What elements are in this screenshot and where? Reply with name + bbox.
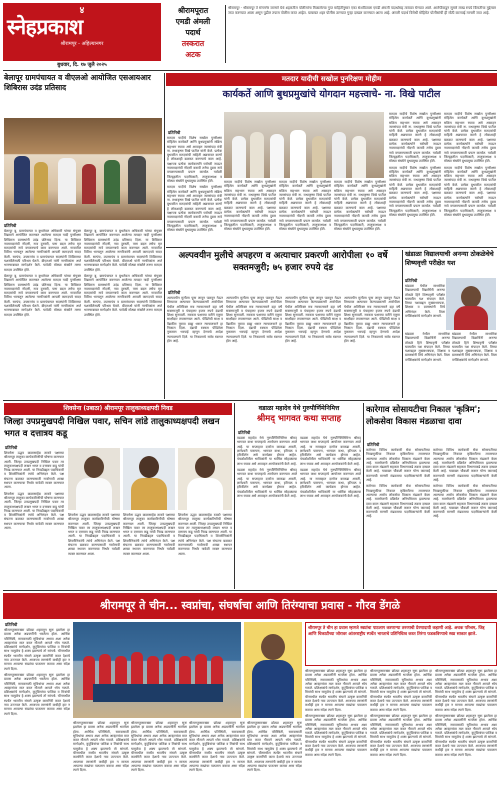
vadala-kicker: वडाळा महादेव येथे गुरुपौर्णिमेनिमित्त [258, 405, 340, 412]
newspaper-name: स्नेहप्रकाश [7, 15, 83, 39]
vikhe-body-col2: मतदार यादीचे विशेष सखोल पुनरीक्षण मोहिमेत कार्यकर्ते आणि बुथप्रमुखांनी सक्रिय सहभाग घ्यावा असे आवाहन जलसंपदा मंत्री ना. राधाकृष्ण विखे पाटील यांनी केले. प्रत्येक बुथवरील मतदारांची माहिती अद्ययावत करणे हे लोकशाही बळकट करण्याचे काम आहे. पक्षाच्या प्रत्येक कार्यकर्त्याने घरोघरी जाऊन नवमतदारांची नोंदणी करावी तसेच दुबार नावे वगळण्यासाठी प्रयत्न करावेत. यावेळी जिल्ह्यातील पदाधिकारी, तालुकाध्यक्ष व मोठ्या संख्येने बुथप्रमुख उपस्थित होते. [224, 180, 276, 232]
karegaon-body-col2: कारेगाव विविध कार्यकारी सेवा सोसायटीच्या निवडणुकीचा निकाल कृत्रिमरीत्या लावण्यात आल्याचा आरोप लोकसेवा विकास मंडळाने केला आहे. मतमोजणी प्रक्रियेत अनियमितता झाल्याचा दावा करत मंडळाने सहकार विभागाकडे तक्रार दाखल केली आहे. याबाबत चौकशी करून योग्य कारवाई करण्याची मागणी मंडळाच्या पदाधिकाऱ्यांनी केली आहे. कारेगाव विविध कार्यकारी सेवा सोसायटीच्या निवडणुकीचा निकाल कृत्रिमरीत्या लावण्यात आल्याचा आरोप लोकसेवा विकास मंडळाने केला आहे. मतमोजणी प्रक्रियेत अनियमितता झाल्याचा दावा करत मंडळाने सहकार विभागाकडे तक्रार दाखल केली आहे. याबाबत चौकशी करून योग्य कारवाई करण्याची मागणी मंडळाच्या पदाधिकाऱ्यांनी केली आहे. [433, 448, 497, 519]
belapur-tag: प्रतिनिधी [4, 223, 17, 228]
shivsena-banner: शिवसेना (उबाठा) श्रीरामपूर तालुकाध्यक्षपदी निवड [4, 403, 232, 415]
feature-banner [3, 593, 497, 619]
masthead [3, 3, 161, 61]
shivsena-photo-3 [178, 448, 232, 510]
date-line: बुधवार, दि. १७ जुलै २०२५ [57, 62, 107, 68]
feature-callout: श्रीरामपूर ते चीन हा प्रवास म्हणजे स्वप्नांचा पाठलाग करणाऱ्या तरुणाची प्रेरणादायी कहाणी आहे. अथक परिश्रम, जिद्द आणि चिकाटीच्या जोरावर आंतरराष्ट्रीय स्पर्धेत भारताचे प्रतिनिधित्व करत तिरंगा फडकविण्याचे स्वप्न साकार झाले. [305, 622, 497, 666]
issue-number: ४ [79, 6, 85, 16]
vikhe-headline: कार्यकर्ते आणि बुथप्रमुखांचे योगदान महत्त्वाचे- ना. विखे पाटील [222, 89, 441, 100]
feature-headline: श्रीरामपूर ते चीन... स्वप्नांचा, संघर्षाचा आणि तिरंग्याचा प्रवास - गौरव डेंगळे [100, 599, 400, 612]
khandala-photo [446, 278, 496, 330]
feature-body-col5: श्रीरामपूरसारख्या छोट्या शहरातून सुरू झालेला हा प्रवास अनेक अडचणींनी भरलेला होता. आर्थिक परिस्थिती, सरावासाठी सुविधांचा अभाव अशा अनेक आव्हानांवर मात करत गौरवने आपले ध्येय गाठले. प्रशिक्षकांचे मार्गदर्शन, कुटुंबियांचा पाठिंबा व मित्रांची साथ यामुळेच हे शक्य झाल्याचे तो सांगतो. चीनमधील स्पर्धेत भारतीय संघाने उत्कृष्ट कामगिरी करत देशाचे नाव उज्ज्वल केले. आजच्या तरुणांनी कधीही हार न मानता आपल्या स्वप्नांचा पाठलाग करावा असा संदेश त्याने दिला. [247, 721, 302, 773]
belapur-photo [4, 118, 162, 220]
feature-body-col2: श्रीरामपूरसारख्या छोट्या शहरातून सुरू झालेला हा प्रवास अनेक अडचणींनी भरलेला होता. आर्थिक परिस्थिती, सरावासाठी सुविधांचा अभाव अशा अनेक आव्हानांवर मात करत गौरवने आपले ध्येय गाठले. प्रशिक्षकांचे मार्गदर्शन, कुटुंबियांचा पाठिंबा व मित्रांची साथ यामुळेच हे शक्य झाल्याचे तो सांगतो. चीनमधील स्पर्धेत भारतीय संघाने उत्कृष्ट कामगिरी करत देशाचे नाव उज्ज्वल केले. आजच्या तरुणांनी कधीही हार न मानता आपल्या स्वप्नांचा पाठलाग करावा असा संदेश त्याने दिला. [73, 721, 129, 773]
shivsena-body-col1: शिवसेना उद्धव बाळासाहेब ठाकरे पक्षाच्या श्रीरामपूर तालुका कार्यकारिणीची घोषणा करण्यात आली. जिल्हा उपप्रमुखपदी निखिल पवार तर तालुकाध्यक्षपदी लखन भगत व दत्तात्रय कडू यांची निवड करण्यात आली. या निवडीबद्दल पदाधिकारी व शिवसैनिकांनी त्यांचे अभिनंदन केले. पक्ष संघटना बळकट करण्यासाठी गावोगावी शाखा स्थापन करण्याचा निर्धार यावेळी व्यक्त करण्यात आला. शिवसेना उद्धव बाळासाहेब ठाकरे पक्षाच्या श्रीरामपूर तालुका कार्यकारिणीची घोषणा करण्यात आली. जिल्हा उपप्रमुखपदी निखिल पवार तर तालुकाध्यक्षपदी लखन भगत व दत्तात्रय कडू यांची निवड करण्यात आली. या निवडीबद्दल पदाधिकारी व शिवसैनिकांनी त्यांचे अभिनंदन केले. पक्ष संघटना बळकट करण्यासाठी गावोगावी शाखा स्थापन करण्याचा निर्धार यावेळी व्यक्त करण्यात आला. [4, 451, 64, 531]
teaser-line-2: एमडी अंमली [175, 17, 211, 26]
shivsena-photo-2 [123, 448, 175, 510]
khandala-headline: खंडाळा विद्यालयाची अनन्या ठोकळेचेचे शिष्यवृत्ती परीक्षेत यश [405, 250, 494, 267]
karegaon-headline: कारेगाव सोसायटीचा निकाल 'कृत्रिम'; लोकसेवा विकास मंडळाचा दावा [366, 404, 481, 426]
shivsena-photo-1 [68, 448, 120, 510]
shivsena-headline: जिल्हा उपप्रमुखपदी निखिल पवार, सचिन लांडे तालुकाध्यक्षपदी लखन भगत व दत्तात्रय कडू [4, 417, 220, 439]
vikhe-body-col5: मतदार यादीचे विशेष सखोल पुनरीक्षण मोहिमेत कार्यकर्ते आणि बुथप्रमुखांनी सक्रिय सहभाग घ्यावा असे आवाहन जलसंपदा मंत्री ना. राधाकृष्ण विखे पाटील यांनी केले. प्रत्येक बुथवरील मतदारांची माहिती अद्ययावत करणे हे लोकशाही बळकट करण्याचे काम आहे. पक्षाच्या प्रत्येक कार्यकर्त्याने घरोघरी जाऊन नवमतदारांची नोंदणी करावी तसेच दुबार नावे वगळण्यासाठी प्रयत्न करावेत. यावेळी जिल्ह्यातील पदाधिकारी, तालुकाध्यक्ष व मोठ्या संख्येने बुथप्रमुख उपस्थित होते. मतदार यादीचे विशेष सखोल पुनरीक्षण मोहिमेत कार्यकर्ते आणि बुथप्रमुखांनी सक्रिय सहभाग घ्यावा असे आवाहन जलसंपदा मंत्री ना. राधाकृष्ण विखे पाटील यांनी केले. प्रत्येक बुथवरील मतदारांची माहिती अद्ययावत करणे हे लोकशाही बळकट करण्याचे काम आहे. पक्षाच्या प्रत्येक कार्यकर्त्याने घरोघरी जाऊन नवमतदारांची नोंदणी करावी तसेच दुबार नावे वगळण्यासाठी प्रयत्न करावेत. यावेळी जिल्ह्यातील पदाधिकारी, तालुकाध्यक्ष व मोठ्या संख्येने बुथप्रमुख उपस्थित होते. [389, 112, 441, 217]
feature-body-col1: श्रीरामपूरसारख्या छोट्या शहरातून सुरू झालेला हा प्रवास अनेक अडचणींनी भरलेला होता. आर्थिक परिस्थिती, सरावासाठी सुविधांचा अभाव अशा अनेक आव्हानांवर मात करत गौरवने आपले ध्येय गाठले. प्रशिक्षकांचे मार्गदर्शन, कुटुंबियांचा पाठिंबा व मित्रांची साथ यामुळेच हे शक्य झाल्याचे तो सांगतो. चीनमधील स्पर्धेत भारतीय संघाने उत्कृष्ट कामगिरी करत देशाचे नाव उज्ज्वल केले. आजच्या तरुणांनी कधीही हार न मानता आपल्या स्वप्नांचा पाठलाग करावा असा संदेश त्याने दिला. श्रीरामपूरसारख्या छोट्या शहरातून सुरू झालेला हा प्रवास अनेक अडचणींनी भरलेला होता. आर्थिक परिस्थिती, सरावासाठी सुविधांचा अभाव अशा अनेक आव्हानांवर मात करत गौरवने आपले ध्येय गाठले. प्रशिक्षकांचे मार्गदर्शन, कुटुंबियांचा पाठिंबा व मित्रांची साथ यामुळेच हे शक्य झाल्याचे तो सांगतो. चीनमधील स्पर्धेत भारतीय संघाने उत्कृष्ट कामगिरी करत देशाचे नाव उज्ज्वल केले. आजच्या तरुणांनी कधीही हार न मानता आपल्या स्वप्नांचा पाठलाग करावा असा संदेश त्याने दिला. [4, 628, 70, 716]
feature-body-col8: श्रीरामपूरसारख्या छोट्या शहरातून सुरू झालेला हा प्रवास अनेक अडचणींनी भरलेला होता. आर्थिक परिस्थिती, सरावासाठी सुविधांचा अभाव अशा अनेक आव्हानांवर मात करत गौरवने आपले ध्येय गाठले. प्रशिक्षकांचे मार्गदर्शन, कुटुंबियांचा पाठिंबा व मित्रांची साथ यामुळेच हे शक्य झाल्याचे तो सांगतो. चीनमधील स्पर्धेत भारतीय संघाने उत्कृष्ट कामगिरी करत देशाचे नाव उज्ज्वल केले. आजच्या तरुणांनी कधीही हार न मानता आपल्या स्वप्नांचा पाठलाग करावा असा संदेश त्याने दिला. श्रीरामपूरसारख्या छोट्या शहरातून सुरू झालेला हा प्रवास अनेक अडचणींनी भरलेला होता. आर्थिक परिस्थिती, सरावासाठी सुविधांचा अभाव अशा अनेक आव्हानांवर मात करत गौरवने आपले ध्येय गाठले. प्रशिक्षकांचे मार्गदर्शन, कुटुंबियांचा पाठिंबा व मित्रांची साथ यामुळेच हे शक्य झाल्याचे तो सांगतो. चीनमधील स्पर्धेत भारतीय संघाने उत्कृष्ट कामगिरी करत देशाचे नाव उज्ज्वल केले. आजच्या तरुणांनी कधीही हार न मानता आपल्या स्वप्नांचा पाठलाग करावा असा संदेश त्याने दिला. [435, 669, 497, 757]
vikhe-photo [224, 112, 384, 178]
shivsena-body-col4: शिवसेना उद्धव बाळासाहेब ठाकरे पक्षाच्या श्रीरामपूर तालुका कार्यकारिणीची घोषणा करण्यात आली. जिल्हा उपप्रमुखपदी निखिल पवार तर तालुकाध्यक्षपदी लखन भगत व दत्तात्रय कडू यांची निवड करण्यात आली. या निवडीबद्दल पदाधिकारी व शिवसैनिकांनी त्यांचे अभिनंदन केले. पक्ष संघटना बळकट करण्यासाठी गावोगावी शाखा स्थापन करण्याचा निर्धार यावेळी व्यक्त करण्यात आला. [178, 513, 232, 556]
khandala-body-col2: खंडाळा येथील माध्यमिक विद्यालयाची विद्यार्थिनी अनन्या ठोकळे हिने शिष्यवृत्ती परीक्षेत घवघवीत यश संपादन केले. तिच्या यशाबद्दल मुख्याध्यापक, शिक्षक व ग्रामस्थांनी तिचे अभिनंदन केले. तिला वर्गशिक्षकांचे मार्गदर्शन लाभले. [405, 332, 450, 362]
crime-headline: अल्पवयीन मुलीचे अपहरण व अत्याचार प्रकरणी आरोपीला १० वर्षे सक्तमजुरी; ७५ हजार रुपये दंड [178, 251, 388, 273]
crime-body-col3: अल्पवयीन मुलीला फूस लावून पळवून नेऊन तिच्यावर अत्याचार केल्याप्रकरणी आरोपीला येथील अतिरिक्त सत्र न्यायालयाने दहा वर्षे सक्तमजुरी व पंचाहत्तर हजार रुपये दंडाची शिक्षा सुनावली. सरकार पक्षाच्या वतीने एकूण साक्षीदार तपासण्यात आले. पीडितेची साक्ष व वैद्यकीय पुरावा ग्राह्य धरून न्यायालयाने हा निकाल दिला. दंडाची रक्कम पीडितेला नुकसान भरपाई म्हणून देण्याचे आदेश न्यायालयाने दिले. या निकालाचे सर्वत्र स्वागत होत आहे. [285, 296, 341, 343]
feature-body-col3: श्रीरामपूरसारख्या छोट्या शहरातून सुरू झालेला हा प्रवास अनेक अडचणींनी भरलेला होता. आर्थिक परिस्थिती, सरावासाठी सुविधांचा अभाव अशा अनेक आव्हानांवर मात करत गौरवने आपले ध्येय गाठले. प्रशिक्षकांचे मार्गदर्शन, कुटुंबियांचा पाठिंबा व मित्रांची साथ यामुळेच हे शक्य झाल्याचे तो सांगतो. चीनमधील स्पर्धेत भारतीय संघाने उत्कृष्ट कामगिरी करत देशाचे नाव उज्ज्वल केले. आजच्या तरुणांनी कधीही हार न मानता आपल्या स्वप्नांचा पाठलाग करावा असा संदेश त्याने दिला. [131, 721, 187, 773]
feature-team-photo [73, 622, 241, 718]
khandala-tag: प्रतिनिधी [405, 278, 418, 283]
vikhe-body-col3: मतदार यादीचे विशेष सखोल पुनरीक्षण मोहिमेत कार्यकर्ते आणि बुथप्रमुखांनी सक्रिय सहभाग घ्यावा असे आवाहन जलसंपदा मंत्री ना. राधाकृष्ण विखे पाटील यांनी केले. प्रत्येक बुथवरील मतदारांची माहिती अद्ययावत करणे हे लोकशाही बळकट करण्याचे काम आहे. पक्षाच्या प्रत्येक कार्यकर्त्याने घरोघरी जाऊन नवमतदारांची नोंदणी करावी तसेच दुबार नावे वगळण्यासाठी प्रयत्न करावेत. यावेळी जिल्ह्यातील पदाधिकारी, तालुकाध्यक्ष व मोठ्या संख्येने बुथप्रमुख उपस्थित होते. [279, 180, 331, 232]
vadala-tag: प्रतिनिधी [238, 430, 251, 435]
shivsena-body-col3: शिवसेना उद्धव बाळासाहेब ठाकरे पक्षाच्या श्रीरामपूर तालुका कार्यकारिणीची घोषणा करण्यात आली. जिल्हा उपप्रमुखपदी निखिल पवार तर तालुकाध्यक्षपदी लखन भगत व दत्तात्रय कडू यांची निवड करण्यात आली. या निवडीबद्दल पदाधिकारी व शिवसैनिकांनी त्यांचे अभिनंदन केले. पक्ष संघटना बळकट करण्यासाठी गावोगावी शाखा स्थापन करण्याचा निर्धार यावेळी व्यक्त करण्यात आला. [123, 513, 175, 556]
vadala-body-col1: वडाळा महादेव येथे गुरुपौर्णिमेनिमित्त श्रीमद्‌ भागवत कथा सप्ताहाचे आयोजन करण्यात आले आहे. या सप्ताहात दररोज काकडा आरती, ज्ञानेश्वरी पारायण, भागवत कथा, हरिपाठ व हरिकीर्तन असे कार्यक्रम होणार आहेत. पंचक्रोशीतील भाविकांनी या धार्मिक सोहळ्याचा लाभ घ्यावा असे आवाहन आयोजकांनी केले आहे. वडाळा महादेव येथे गुरुपौर्णिमेनिमित्त श्रीमद्‌ भागवत कथा सप्ताहाचे आयोजन करण्यात आले आहे. या सप्ताहात दररोज काकडा आरती, ज्ञानेश्वरी पारायण, भागवत कथा, हरिपाठ व हरिकीर्तन असे कार्यक्रम होणार आहेत. पंचक्रोशीतील भाविकांनी या धार्मिक सोहळ्याचा लाभ घ्यावा असे आवाहन आयोजकांनी केले आहे. [237, 436, 297, 498]
teaser-line-5: अटक [185, 50, 201, 59]
karegaon-tag: प्रतिनिधी [367, 442, 380, 447]
feature-body-col4: श्रीरामपूरसारख्या छोट्या शहरातून सुरू झालेला हा प्रवास अनेक अडचणींनी भरलेला होता. आर्थिक परिस्थिती, सरावासाठी सुविधांचा अभाव अशा अनेक आव्हानांवर मात करत गौरवने आपले ध्येय गाठले. प्रशिक्षकांचे मार्गदर्शन, कुटुंबियांचा पाठिंबा व मित्रांची साथ यामुळेच हे शक्य झाल्याचे तो सांगतो. चीनमधील स्पर्धेत भारतीय संघाने उत्कृष्ट कामगिरी करत देशाचे नाव उज्ज्वल केले. आजच्या तरुणांनी कधीही हार न मानता आपल्या स्वप्नांचा पाठलाग करावा असा संदेश त्याने दिला. [189, 721, 245, 773]
feature-tag: प्रतिनिधी [5, 622, 18, 627]
shivsena-tag: प्रतिनिधी [5, 445, 18, 450]
teaser-line-4: तस्करात [181, 39, 205, 48]
crime-body-col4: अल्पवयीन मुलीला फूस लावून पळवून नेऊन तिच्यावर अत्याचार केल्याप्रकरणी आरोपीला येथील अतिरिक्त सत्र न्यायालयाने दहा वर्षे सक्तमजुरी व पंचाहत्तर हजार रुपये दंडाची शिक्षा सुनावली. सरकार पक्षाच्या वतीने एकूण साक्षीदार तपासण्यात आले. पीडितेची साक्ष व वैद्यकीय पुरावा ग्राह्य धरून न्यायालयाने हा निकाल दिला. दंडाची रक्कम पीडितेला नुकसान भरपाई म्हणून देण्याचे आदेश न्यायालयाने दिले. या निकालाचे सर्वत्र स्वागत होत आहे. [344, 296, 400, 343]
belapur-body-col1: बेलापूर बु. ग्रामपंचायत व बुथलेवल अधिकारी यांच्या संयुक्त विद्यमाने आयोजित करण्यात आलेल्या मतदार यादी पुनरीक्षण शिबिरास ग्रामस्थांनी उदंड प्रतिसाद दिला. या शिबिरात नवमतदारांची नोंदणी, नाव दुरुस्ती, पत्ता बदल तसेच मृत मतदारांची नावे वगळण्याचे काम करण्यात आले. गावातील विविध भागातून आलेल्या नागरिकांनी आपली कागदपत्रे सादर केली. सरपंच, उपसरपंच व ग्रामपंचायत सदस्यांनी शिबिराच्या यशस्वीतेसाठी परिश्रम घेतले. बीएलओ यांनी नागरिकांना अर्ज भरण्याबाबत मार्गदर्शन केले. यावेळी मोठ्या संख्येने तरुण मतदार उपस्थित होते. बेलापूर बु. ग्रामपंचायत व बुथलेवल अधिकारी यांच्या संयुक्त विद्यमाने आयोजित करण्यात आलेल्या मतदार यादी पुनरीक्षण शिबिरास ग्रामस्थांनी उदंड प्रतिसाद दिला. या शिबिरात नवमतदारांची नोंदणी, नाव दुरुस्ती, पत्ता बदल तसेच मृत मतदारांची नावे वगळण्याचे काम करण्यात आले. गावातील विविध भागातून आलेल्या नागरिकांनी आपली कागदपत्रे सादर केली. सरपंच, उपसरपंच व ग्रामपंचायत सदस्यांनी शिबिराच्या यशस्वीतेसाठी परिश्रम घेतले. बीएलओ यांनी नागरिकांना अर्ज भरण्याबाबत मार्गदर्शन केले. यावेळी मोठ्या संख्येने तरुण मतदार उपस्थित होते. [4, 229, 81, 317]
belapur-body-col2: बेलापूर बु. ग्रामपंचायत व बुथलेवल अधिकारी यांच्या संयुक्त विद्यमाने आयोजित करण्यात आलेल्या मतदार यादी पुनरीक्षण शिबिरास ग्रामस्थांनी उदंड प्रतिसाद दिला. या शिबिरात नवमतदारांची नोंदणी, नाव दुरुस्ती, पत्ता बदल तसेच मृत मतदारांची नावे वगळण्याचे काम करण्यात आले. गावातील विविध भागातून आलेल्या नागरिकांनी आपली कागदपत्रे सादर केली. सरपंच, उपसरपंच व ग्रामपंचायत सदस्यांनी शिबिराच्या यशस्वीतेसाठी परिश्रम घेतले. बीएलओ यांनी नागरिकांना अर्ज भरण्याबाबत मार्गदर्शन केले. यावेळी मोठ्या संख्येने तरुण मतदार उपस्थित होते. बेलापूर बु. ग्रामपंचायत व बुथलेवल अधिकारी यांच्या संयुक्त विद्यमाने आयोजित करण्यात आलेल्या मतदार यादी पुनरीक्षण शिबिरास ग्रामस्थांनी उदंड प्रतिसाद दिला. या शिबिरात नवमतदारांची नोंदणी, नाव दुरुस्ती, पत्ता बदल तसेच मृत मतदारांची नावे वगळण्याचे काम करण्यात आले. गावातील विविध भागातून आलेल्या नागरिकांनी आपली कागदपत्रे सादर केली. सरपंच, उपसरपंच व ग्रामपंचायत सदस्यांनी शिबिराच्या यशस्वीतेसाठी परिश्रम घेतले. बीएलओ यांनी नागरिकांना अर्ज भरण्याबाबत मार्गदर्शन केले. यावेळी मोठ्या संख्येने तरुण मतदार उपस्थित होते. [84, 229, 162, 317]
shivsena-body-col2: शिवसेना उद्धव बाळासाहेब ठाकरे पक्षाच्या श्रीरामपूर तालुका कार्यकारिणीची घोषणा करण्यात आली. जिल्हा उपप्रमुखपदी निखिल पवार तर तालुकाध्यक्षपदी लखन भगत व दत्तात्रय कडू यांची निवड करण्यात आली. या निवडीबद्दल पदाधिकारी व शिवसैनिकांनी त्यांचे अभिनंदन केले. पक्ष संघटना बळकट करण्यासाठी गावोगावी शाखा स्थापन करण्याचा निर्धार यावेळी व्यक्त करण्यात आला. [68, 513, 120, 556]
teaser-body: श्रीरामपूर - श्रीरामपूर ते संगमनेर जाणारे येथे शहरातील पोलीसांना मिळालेल्या गुप्त माहितीनुसार एका संशयिताला एमडी अंमली पदार्थासह ताब्यात घेण्यात आले. आरोपीकडून सुमारे लाख रुपये किंमतीचा मुद्देमाल जप्त करण्यात आला असून पुढील तपास पोलीस करत आहेत. याबाबत शहर पोलीस ठाण्यात गुन्हा दाखल करण्यात आला आहे. अंमली पदार्थ विरोधी मोहिमेत पोलीसांची ही मोठी कारवाई मानली जात आहे. [228, 6, 496, 15]
masthead-subtitle: श्रीरामपूर - अहिल्यानगर [60, 41, 104, 47]
feature-body-col6: श्रीरामपूरसारख्या छोट्या शहरातून सुरू झालेला हा प्रवास अनेक अडचणींनी भरलेला होता. आर्थिक परिस्थिती, सरावासाठी सुविधांचा अभाव अशा अनेक आव्हानांवर मात करत गौरवने आपले ध्येय गाठले. प्रशिक्षकांचे मार्गदर्शन, कुटुंबियांचा पाठिंबा व मित्रांची साथ यामुळेच हे शक्य झाल्याचे तो सांगतो. चीनमधील स्पर्धेत भारतीय संघाने उत्कृष्ट कामगिरी करत देशाचे नाव उज्ज्वल केले. आजच्या तरुणांनी कधीही हार न मानता आपल्या स्वप्नांचा पाठलाग करावा असा संदेश त्याने दिला. श्रीरामपूरसारख्या छोट्या शहरातून सुरू झालेला हा प्रवास अनेक अडचणींनी भरलेला होता. आर्थिक परिस्थिती, सरावासाठी सुविधांचा अभाव अशा अनेक आव्हानांवर मात करत गौरवने आपले ध्येय गाठले. प्रशिक्षकांचे मार्गदर्शन, कुटुंबियांचा पाठिंबा व मित्रांची साथ यामुळेच हे शक्य झाल्याचे तो सांगतो. चीनमधील स्पर्धेत भारतीय संघाने उत्कृष्ट कामगिरी करत देशाचे नाव उज्ज्वल केले. आजच्या तरुणांनी कधीही हार न मानता आपल्या स्वप्नांचा पाठलाग करावा असा संदेश त्याने दिला. [305, 669, 367, 757]
crime-body-col2: अल्पवयीन मुलीला फूस लावून पळवून नेऊन तिच्यावर अत्याचार केल्याप्रकरणी आरोपीला येथील अतिरिक्त सत्र न्यायालयाने दहा वर्षे सक्तमजुरी व पंचाहत्तर हजार रुपये दंडाची शिक्षा सुनावली. सरकार पक्षाच्या वतीने एकूण साक्षीदार तपासण्यात आले. पीडितेची साक्ष व वैद्यकीय पुरावा ग्राह्य धरून न्यायालयाने हा निकाल दिला. दंडाची रक्कम पीडितेला नुकसान भरपाई म्हणून देण्याचे आदेश न्यायालयाने दिले. या निकालाचे सर्वत्र स्वागत होत आहे. [226, 296, 282, 343]
karegaon-body-col1: कारेगाव विविध कार्यकारी सेवा सोसायटीच्या निवडणुकीचा निकाल कृत्रिमरीत्या लावण्यात आल्याचा आरोप लोकसेवा विकास मंडळाने केला आहे. मतमोजणी प्रक्रियेत अनियमितता झाल्याचा दावा करत मंडळाने सहकार विभागाकडे तक्रार दाखल केली आहे. याबाबत चौकशी करून योग्य कारवाई करण्याची मागणी मंडळाच्या पदाधिकाऱ्यांनी केली आहे. कारेगाव विविध कार्यकारी सेवा सोसायटीच्या निवडणुकीचा निकाल कृत्रिमरीत्या लावण्यात आल्याचा आरोप लोकसेवा विकास मंडळाने केला आहे. मतमोजणी प्रक्रियेत अनियमितता झाल्याचा दावा करत मंडळाने सहकार विभागाकडे तक्रार दाखल केली आहे. याबाबत चौकशी करून योग्य कारवाई करण्याची मागणी मंडळाच्या पदाधिकाऱ्यांनी केली आहे. [366, 448, 430, 519]
khandala-body-col1: खंडाळा येथील माध्यमिक विद्यालयाची विद्यार्थिनी अनन्या ठोकळे हिने शिष्यवृत्ती परीक्षेत घवघवीत यश संपादन केले. तिच्या यशाबद्दल मुख्याध्यापक, शिक्षक व ग्रामस्थांनी तिचे अभिनंदन केले. तिला वर्गशिक्षकांचे मार्गदर्शन लाभले. [405, 284, 445, 319]
vikhe-kicker: मतदार यादीची सखोल पुनरिक्षण मोहीम [166, 73, 497, 86]
vadala-headline: श्रीमद्‌ भागवत कथा सप्ताह [256, 414, 342, 424]
crime-tag: प्रतिनिधी [168, 290, 181, 295]
khandala-body-col3: खंडाळा येथील माध्यमिक विद्यालयाची विद्यार्थिनी अनन्या ठोकळे हिने शिष्यवृत्ती परीक्षेत घवघवीत यश संपादन केले. तिच्या यशाबद्दल मुख्याध्यापक, शिक्षक व ग्रामस्थांनी तिचे अभिनंदन केले. तिला वर्गशिक्षकांचे मार्गदर्शन लाभले. [452, 332, 497, 362]
crime-body-col1: अल्पवयीन मुलीला फूस लावून पळवून नेऊन तिच्यावर अत्याचार केल्याप्रकरणी आरोपीला येथील अतिरिक्त सत्र न्यायालयाने दहा वर्षे सक्तमजुरी व पंचाहत्तर हजार रुपये दंडाची शिक्षा सुनावली. सरकार पक्षाच्या वतीने एकूण साक्षीदार तपासण्यात आले. पीडितेची साक्ष व वैद्यकीय पुरावा ग्राह्य धरून न्यायालयाने हा निकाल दिला. दंडाची रक्कम पीडितेला नुकसान भरपाई म्हणून देण्याचे आदेश न्यायालयाने दिले. या निकालाचे सर्वत्र स्वागत होत आहे. [167, 296, 223, 343]
vikhe-body-col4: मतदार यादीचे विशेष सखोल पुनरीक्षण मोहिमेत कार्यकर्ते आणि बुथप्रमुखांनी सक्रिय सहभाग घ्यावा असे आवाहन जलसंपदा मंत्री ना. राधाकृष्ण विखे पाटील यांनी केले. प्रत्येक बुथवरील मतदारांची माहिती अद्ययावत करणे हे लोकशाही बळकट करण्याचे काम आहे. पक्षाच्या प्रत्येक कार्यकर्त्याने घरोघरी जाऊन नवमतदारांची नोंदणी करावी तसेच दुबार नावे वगळण्यासाठी प्रयत्न करावेत. यावेळी जिल्ह्यातील पदाधिकारी, तालुकाध्यक्ष व मोठ्या संख्येने बुथप्रमुख उपस्थित होते. [334, 180, 386, 232]
vikhe-body-col6: मतदार यादीचे विशेष सखोल पुनरीक्षण मोहिमेत कार्यकर्ते आणि बुथप्रमुखांनी सक्रिय सहभाग घ्यावा असे आवाहन जलसंपदा मंत्री ना. राधाकृष्ण विखे पाटील यांनी केले. प्रत्येक बुथवरील मतदारांची माहिती अद्ययावत करणे हे लोकशाही बळकट करण्याचे काम आहे. पक्षाच्या प्रत्येक कार्यकर्त्याने घरोघरी जाऊन नवमतदारांची नोंदणी करावी तसेच दुबार नावे वगळण्यासाठी प्रयत्न करावेत. यावेळी जिल्ह्यातील पदाधिकारी, तालुकाध्यक्ष व मोठ्या संख्येने बुथप्रमुख उपस्थित होते. मतदार यादीचे विशेष सखोल पुनरीक्षण मोहिमेत कार्यकर्ते आणि बुथप्रमुखांनी सक्रिय सहभाग घ्यावा असे आवाहन जलसंपदा मंत्री ना. राधाकृष्ण विखे पाटील यांनी केले. प्रत्येक बुथवरील मतदारांची माहिती अद्ययावत करणे हे लोकशाही बळकट करण्याचे काम आहे. पक्षाच्या प्रत्येक कार्यकर्त्याने घरोघरी जाऊन नवमतदारांची नोंदणी करावी तसेच दुबार नावे वगळण्यासाठी प्रयत्न करावेत. यावेळी जिल्ह्यातील पदाधिकारी, तालुकाध्यक्ष व मोठ्या संख्येने बुथप्रमुख उपस्थित होते. [444, 112, 496, 217]
teaser-line-3: पदार्थ [185, 28, 201, 37]
feature-portrait [244, 622, 302, 718]
teaser-line-1: श्रीरामपूरात [177, 6, 209, 15]
teaser-headline [163, 5, 223, 65]
belapur-headline: बेलापूर ग्रामपंचायत व वीएलओ आयोजित एसआयआर शिबिरास उदंड प्रतिसाद [4, 73, 151, 92]
vikhe-tag: प्रतिनिधी [168, 130, 181, 135]
vadala-body-col2: वडाळा महादेव येथे गुरुपौर्णिमेनिमित्त श्रीमद्‌ भागवत कथा सप्ताहाचे आयोजन करण्यात आले आहे. या सप्ताहात दररोज काकडा आरती, ज्ञानेश्वरी पारायण, भागवत कथा, हरिपाठ व हरिकीर्तन असे कार्यक्रम होणार आहेत. पंचक्रोशीतील भाविकांनी या धार्मिक सोहळ्याचा लाभ घ्यावा असे आवाहन आयोजकांनी केले आहे. वडाळा महादेव येथे गुरुपौर्णिमेनिमित्त श्रीमद्‌ भागवत कथा सप्ताहाचे आयोजन करण्यात आले आहे. या सप्ताहात दररोज काकडा आरती, ज्ञानेश्वरी पारायण, भागवत कथा, हरिपाठ व हरिकीर्तन असे कार्यक्रम होणार आहेत. पंचक्रोशीतील भाविकांनी या धार्मिक सोहळ्याचा लाभ घ्यावा असे आवाहन आयोजकांनी केले आहे. [300, 436, 361, 498]
vikhe-body-col1: मतदार यादीचे विशेष सखोल पुनरीक्षण मोहिमेत कार्यकर्ते आणि बुथप्रमुखांनी सक्रिय सहभाग घ्यावा असे आवाहन जलसंपदा मंत्री ना. राधाकृष्ण विखे पाटील यांनी केले. प्रत्येक बुथवरील मतदारांची माहिती अद्ययावत करणे हे लोकशाही बळकट करण्याचे काम आहे. पक्षाच्या प्रत्येक कार्यकर्त्याने घरोघरी जाऊन नवमतदारांची नोंदणी करावी तसेच दुबार नावे वगळण्यासाठी प्रयत्न करावेत. यावेळी जिल्ह्यातील पदाधिकारी, तालुकाध्यक्ष व मोठ्या संख्येने बुथप्रमुख उपस्थित होते. मतदार यादीचे विशेष सखोल पुनरीक्षण मोहिमेत कार्यकर्ते आणि बुथप्रमुखांनी सक्रिय सहभाग घ्यावा असे आवाहन जलसंपदा मंत्री ना. राधाकृष्ण विखे पाटील यांनी केले. प्रत्येक बुथवरील मतदारांची माहिती अद्ययावत करणे हे लोकशाही बळकट करण्याचे काम आहे. पक्षाच्या प्रत्येक कार्यकर्त्याने घरोघरी जाऊन नवमतदारांची नोंदणी करावी तसेच दुबार नावे वगळण्यासाठी प्रयत्न करावेत. यावेळी जिल्ह्यातील पदाधिकारी, तालुकाध्यक्ष व मोठ्या संख्येने बुथप्रमुख उपस्थित होते. [167, 136, 222, 233]
feature-body-col7: श्रीरामपूरसारख्या छोट्या शहरातून सुरू झालेला हा प्रवास अनेक अडचणींनी भरलेला होता. आर्थिक परिस्थिती, सरावासाठी सुविधांचा अभाव अशा अनेक आव्हानांवर मात करत गौरवने आपले ध्येय गाठले. प्रशिक्षकांचे मार्गदर्शन, कुटुंबियांचा पाठिंबा व मित्रांची साथ यामुळेच हे शक्य झाल्याचे तो सांगतो. चीनमधील स्पर्धेत भारतीय संघाने उत्कृष्ट कामगिरी करत देशाचे नाव उज्ज्वल केले. आजच्या तरुणांनी कधीही हार न मानता आपल्या स्वप्नांचा पाठलाग करावा असा संदेश त्याने दिला. श्रीरामपूरसारख्या छोट्या शहरातून सुरू झालेला हा प्रवास अनेक अडचणींनी भरलेला होता. आर्थिक परिस्थिती, सरावासाठी सुविधांचा अभाव अशा अनेक आव्हानांवर मात करत गौरवने आपले ध्येय गाठले. प्रशिक्षकांचे मार्गदर्शन, कुटुंबियांचा पाठिंबा व मित्रांची साथ यामुळेच हे शक्य झाल्याचे तो सांगतो. चीनमधील स्पर्धेत भारतीय संघाने उत्कृष्ट कामगिरी करत देशाचे नाव उज्ज्वल केले. आजच्या तरुणांनी कधीही हार न मानता आपल्या स्वप्नांचा पाठलाग करावा असा संदेश त्याने दिला. [370, 669, 432, 757]
